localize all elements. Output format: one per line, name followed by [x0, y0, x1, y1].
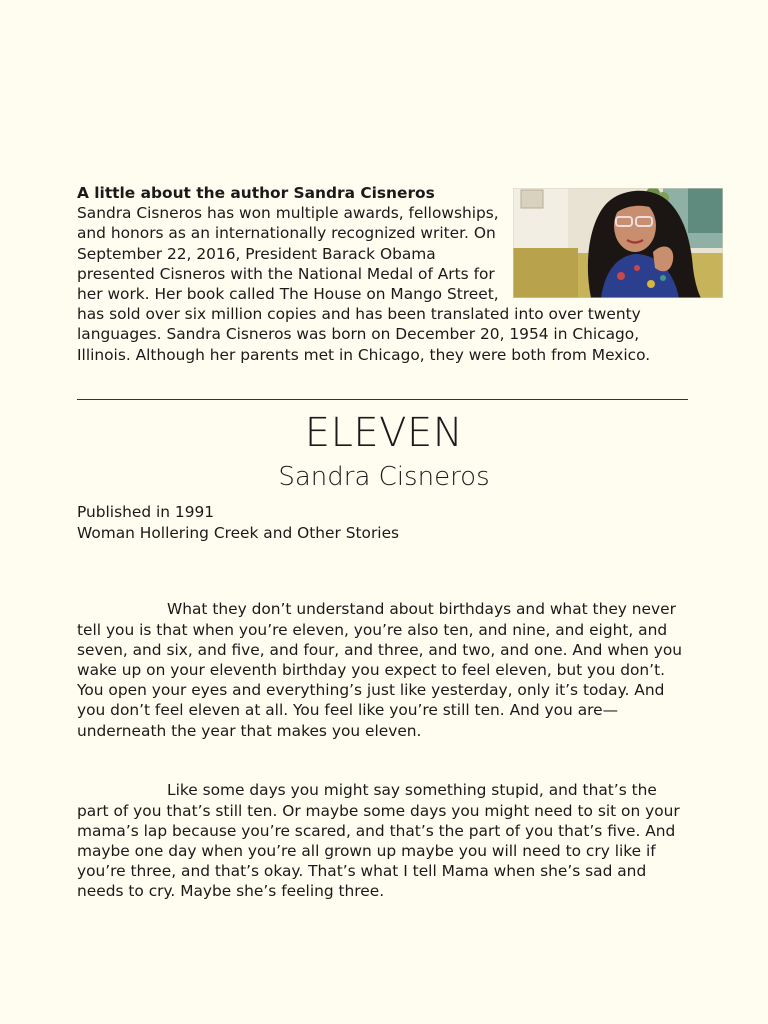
- story-paragraph-1: What they don’t understand about birthdays and what they never tell you is that when you’re eleven, you’re also ten, and nine, and eight, and seven, and six, and five, and four, and three, and two, and one. And when you wake up on your eleventh birthday you expect to feel eleven, but you don’t. You open your eyes and everything’s just like yesterday, only it’s today. And you don’t feel eleven at all. You feel like you’re still ten. And you are—underneath the year that makes you eleven.: [77, 600, 683, 740]
- story-title: ELEVEN: [304, 410, 464, 456]
- collection-name: Woman Hollering Creek and Other Stories: [77, 524, 400, 542]
- story-author: Sandra Cisneros: [278, 462, 490, 492]
- author-bio-section: [77, 183, 687, 365]
- published-year: Published in 1991: [77, 503, 215, 521]
- author-bio-text: Sandra Cisneros has won multiple awards, fellowships, and honors as an internationally recognized writer. On September 22, 2016, President Barack Obama presented Cisneros with the National Medal of Arts for her work. Her book called The House on Mango Street, has sold over six million copies and has been translated into over twenty languages. Sandra Cisneros was born on December 20, 1954 in Chicago, Illinois. Although her parents met in Chicago, they were both from Mexico.: [77, 204, 651, 364]
- section-divider: [77, 399, 688, 400]
- publication-info: [77, 502, 687, 544]
- author-photo: [513, 188, 723, 298]
- story-paragraph-2: Like some days you might say something stupid, and that’s the part of you that’s still ten. Or maybe some days you might need to sit on your mama’s lap because you’re scared, and that’s the part of you that’s five. And maybe one day when you’re all grown up maybe you will need to cry like if you’re three, and that’s okay. That’s what I tell Mama when she’s sad and needs to cry. Maybe she’s feeling three.: [77, 781, 680, 901]
- author-heading: A little about the author Sandra Cisneros: [77, 184, 435, 202]
